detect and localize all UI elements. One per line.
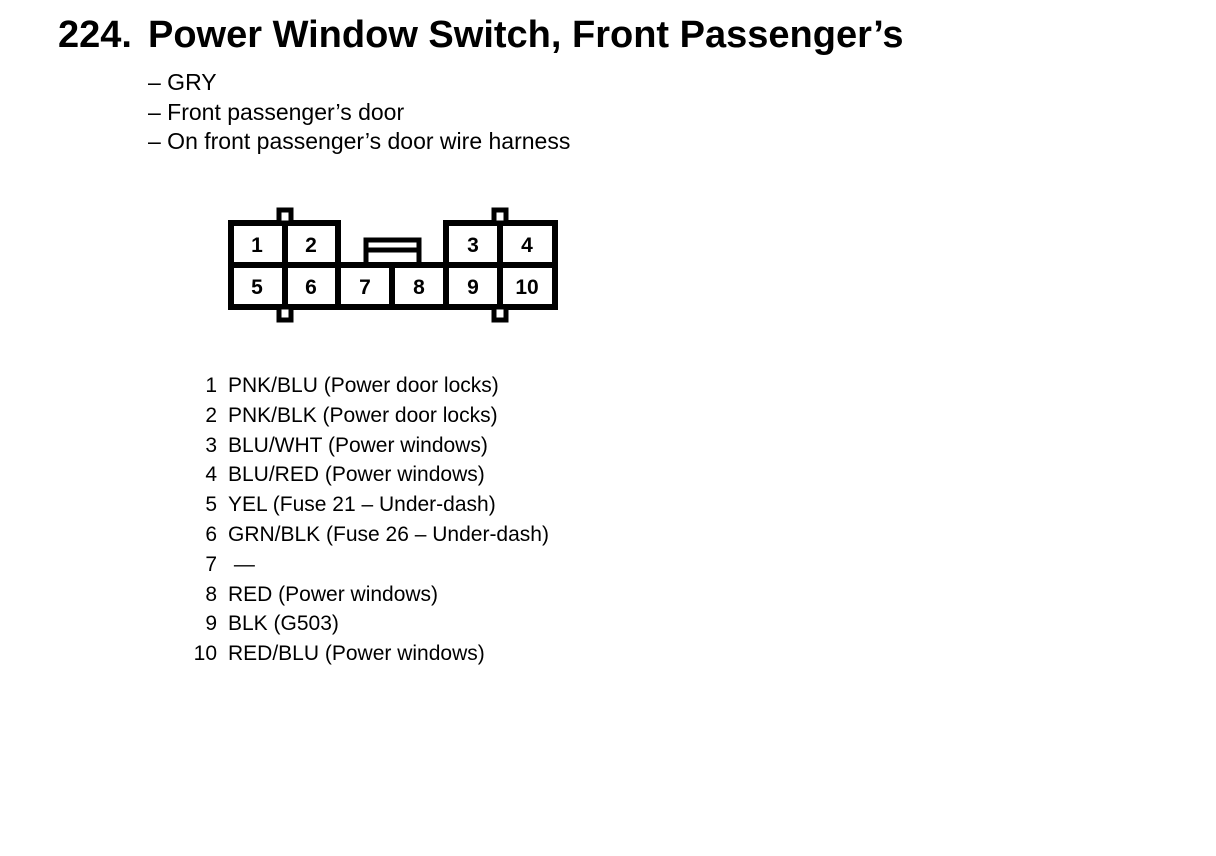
lock-tab-bottom-right [494, 307, 506, 320]
pin-number: 9 [205, 612, 217, 636]
detail-location: – Front passenger’s door [148, 98, 405, 125]
connector-details [148, 68, 570, 157]
pin-row [190, 371, 549, 401]
pin-description: GRN/BLK (Fuse 26 – Under-dash) [228, 522, 549, 546]
pin-row [190, 490, 549, 520]
pin-description: PNK/BLK (Power door locks) [228, 403, 498, 427]
pin-number: 5 [205, 493, 217, 517]
cell-label-6: 6 [305, 276, 317, 299]
pin-description: PNK/BLU (Power door locks) [228, 374, 499, 397]
cell-label-4: 4 [521, 234, 533, 257]
cell-label-9: 9 [467, 276, 479, 299]
pin-row [190, 639, 549, 669]
pin-number: 4 [205, 463, 217, 487]
cell-label-1: 1 [251, 234, 263, 257]
pin-number: 2 [205, 403, 217, 427]
pin-number: 7 [205, 552, 217, 576]
cell-label-5: 5 [251, 276, 263, 299]
pin-number: 6 [205, 522, 217, 546]
pin-description: BLK (G503) [228, 612, 339, 636]
pin-description: YEL (Fuse 21 – Under-dash) [228, 493, 496, 517]
page-title [58, 14, 904, 57]
cell-label-7: 7 [359, 276, 371, 299]
pin-row [190, 520, 549, 550]
lock-tab-bottom-left [279, 307, 291, 320]
cell-label-8: 8 [413, 276, 425, 299]
cell-label-2: 2 [305, 234, 317, 257]
lock-tab-top-right [494, 210, 506, 223]
connector-diagram [222, 202, 566, 332]
detail-color: – GRY [148, 69, 217, 95]
lock-tab-top-left [279, 210, 291, 223]
pin-list [190, 371, 549, 669]
detail-harness: – On front passenger’s door wire harness [148, 128, 571, 154]
pin-description: BLU/WHT (Power windows) [228, 433, 488, 457]
pin-description: RED (Power windows) [228, 582, 439, 606]
component-number: 224. [58, 14, 132, 56]
pin-row [190, 401, 549, 431]
pin-number: 10 [193, 642, 217, 666]
cell-label-3: 3 [467, 234, 479, 257]
pin-number: 1 [205, 374, 217, 397]
cell-label-10: 10 [515, 276, 539, 299]
pin-number: 3 [205, 433, 217, 457]
pin-description: — [228, 552, 255, 576]
pin-row [190, 609, 549, 639]
pin-row [190, 550, 549, 580]
pin-row [190, 460, 549, 490]
pin-description: BLU/RED (Power windows) [228, 463, 485, 487]
pin-description: RED/BLU (Power windows) [228, 642, 485, 666]
pin-row [190, 431, 549, 461]
component-title: Power Window Switch, Front Passenger’s [148, 14, 904, 56]
pin-number: 8 [205, 582, 217, 606]
pin-row [190, 580, 549, 610]
